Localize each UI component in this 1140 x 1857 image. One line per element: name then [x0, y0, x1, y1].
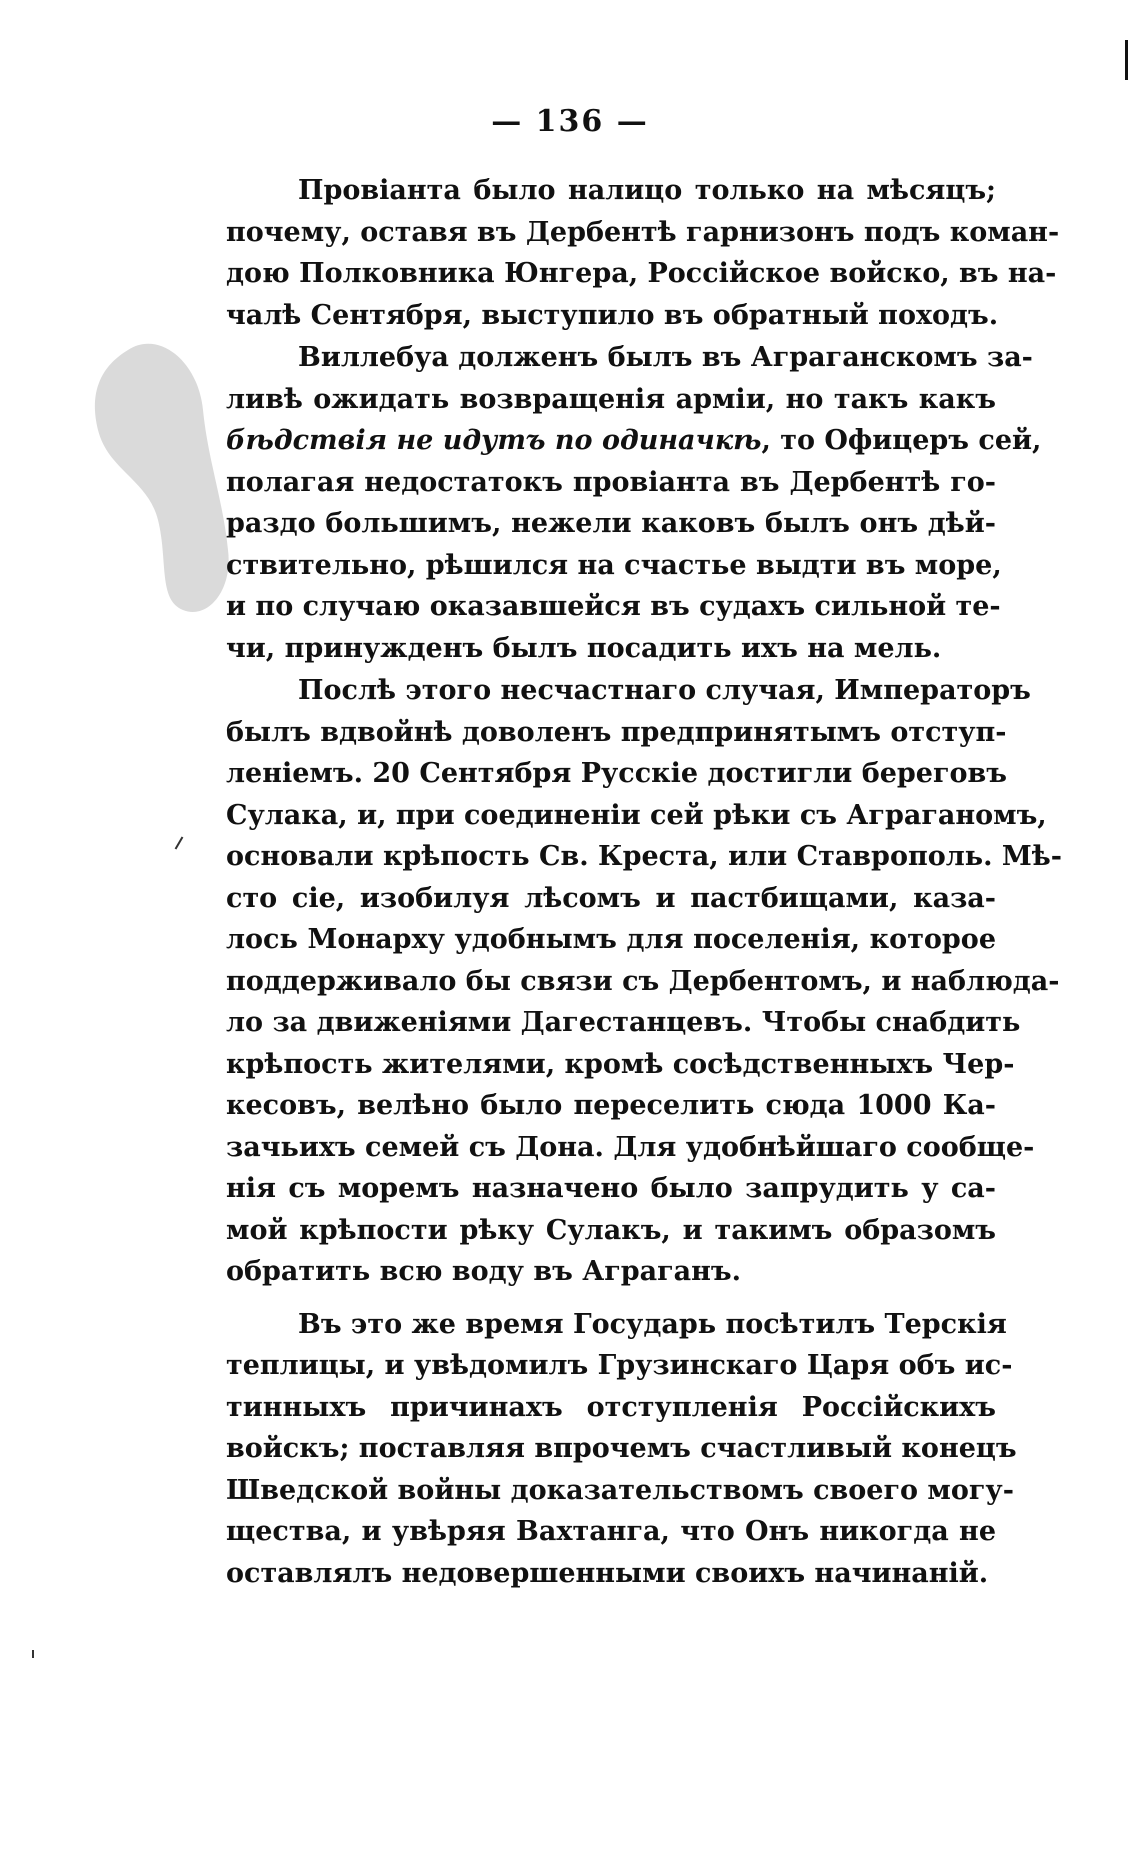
- text-line: Провіанта было налицо только на мѣсяцъ;: [298, 175, 996, 206]
- text-line: поддерживало бы связи съ Дербентомъ, и наблюда-: [226, 965, 1060, 997]
- text-line: сто сіе, изобилуя лѣсомъ и пастбищами, каза-: [226, 882, 996, 914]
- text-line: Въ это же время Государь посѣтилъ Терскія: [298, 1308, 1007, 1340]
- text-line: нія съ моремъ назначено было запрудить у са-: [226, 1173, 996, 1204]
- scan-speck: [175, 836, 184, 849]
- text-line: крѣпость жителями, кромѣ сосѣдственныхъ Чер-: [226, 1048, 1015, 1080]
- paragraph-4: [226, 1304, 1017, 1595]
- paragraph-3: [226, 670, 1062, 1293]
- paragraph-gap: [226, 1294, 996, 1304]
- scan-edge-mark: [1125, 40, 1128, 80]
- text-line: и по случаю оказавшейся въ судахъ сильной те-: [226, 591, 1001, 622]
- text-line: Виллебуа долженъ былъ въ Аграганскомъ за-: [298, 342, 1033, 373]
- text-line: чалѣ Сентября, выступило въ обратный походъ.: [226, 299, 999, 331]
- text-line: Сулака, и, при соединеніи сей рѣки съ Аграганомъ,: [226, 799, 1047, 831]
- text-line: леніемъ. 20 Сентября Русскіе достигли береговъ: [226, 758, 1007, 789]
- text-line: мой крѣпости рѣку Сулакъ, и такимъ образомъ: [226, 1214, 996, 1246]
- text-line: [226, 420, 1042, 462]
- paper-stain: [88, 330, 238, 620]
- text-line: Послѣ этого несчастнаго случая, Императоръ: [298, 675, 1031, 706]
- text-line: раздо большимъ, нежели каковъ былъ онъ дѣй-: [226, 508, 996, 539]
- text-line: ливѣ ожидать возвращенія арміи, но такъ какъ: [226, 383, 996, 415]
- text-line: зачьихъ семей съ Дона. Для удобнѣйшаго сообще-: [226, 1131, 1035, 1163]
- text-line: щества, и увѣряя Вахтанга, что Онъ никогда не: [226, 1516, 996, 1547]
- body-text: [226, 170, 1062, 1595]
- text-line: теплицы, и увѣдомилъ Грузинскаго Царя объ ис-: [226, 1350, 1013, 1381]
- text-line: тинныхъ причинахъ отступленія Россійскихъ: [226, 1391, 996, 1423]
- paragraph-2: [226, 337, 1042, 669]
- text-line: обратить всю воду въ Аграганъ.: [226, 1256, 742, 1287]
- text-line: Шведской войны доказательствомъ своего могу-: [226, 1474, 1014, 1506]
- text-line: войскъ; поставляя впрочемъ счастливый конецъ: [226, 1433, 1017, 1464]
- text-line: чи, принужденъ былъ посадить ихъ на мель.: [226, 632, 942, 664]
- text-line: дою Полковника Юнгера, Россійское войско, въ на-: [226, 258, 1057, 289]
- text-line: оставлялъ недовершенными своихъ начинаній.: [226, 1557, 989, 1589]
- text-line: ло за движеніями Дагестанцевъ. Чтобы снабдить: [226, 1007, 1021, 1038]
- text-line: лось Монарху удобнымъ для поселенія, которое: [226, 924, 996, 955]
- italic-phrase: бѣдствія не идутъ по одиначкѣ: [226, 425, 762, 456]
- text-line: основали крѣпость Св. Креста, или Ставрополь. Мѣ-: [226, 841, 1062, 872]
- text-line: полагая недостатокъ провіанта въ Дербентѣ го-: [226, 466, 996, 498]
- text-line: почему, оставя въ Дербентѣ гарнизонъ подъ коман-: [226, 216, 1060, 248]
- paragraph-1: [226, 170, 1060, 336]
- scan-speck: [32, 1650, 34, 1658]
- text-line: ствительно, рѣшился на счастье выдти въ море,: [226, 549, 1002, 581]
- text-fragment: , то Офицеръ сей,: [761, 425, 1042, 456]
- text-line: былъ вдвойнѣ доволенъ предпринятымъ отступ-: [226, 716, 1007, 748]
- text-line: кесовъ, велѣно было переселить сюда 1000 Ка-: [226, 1090, 996, 1121]
- page-number: — 136 —: [491, 104, 649, 139]
